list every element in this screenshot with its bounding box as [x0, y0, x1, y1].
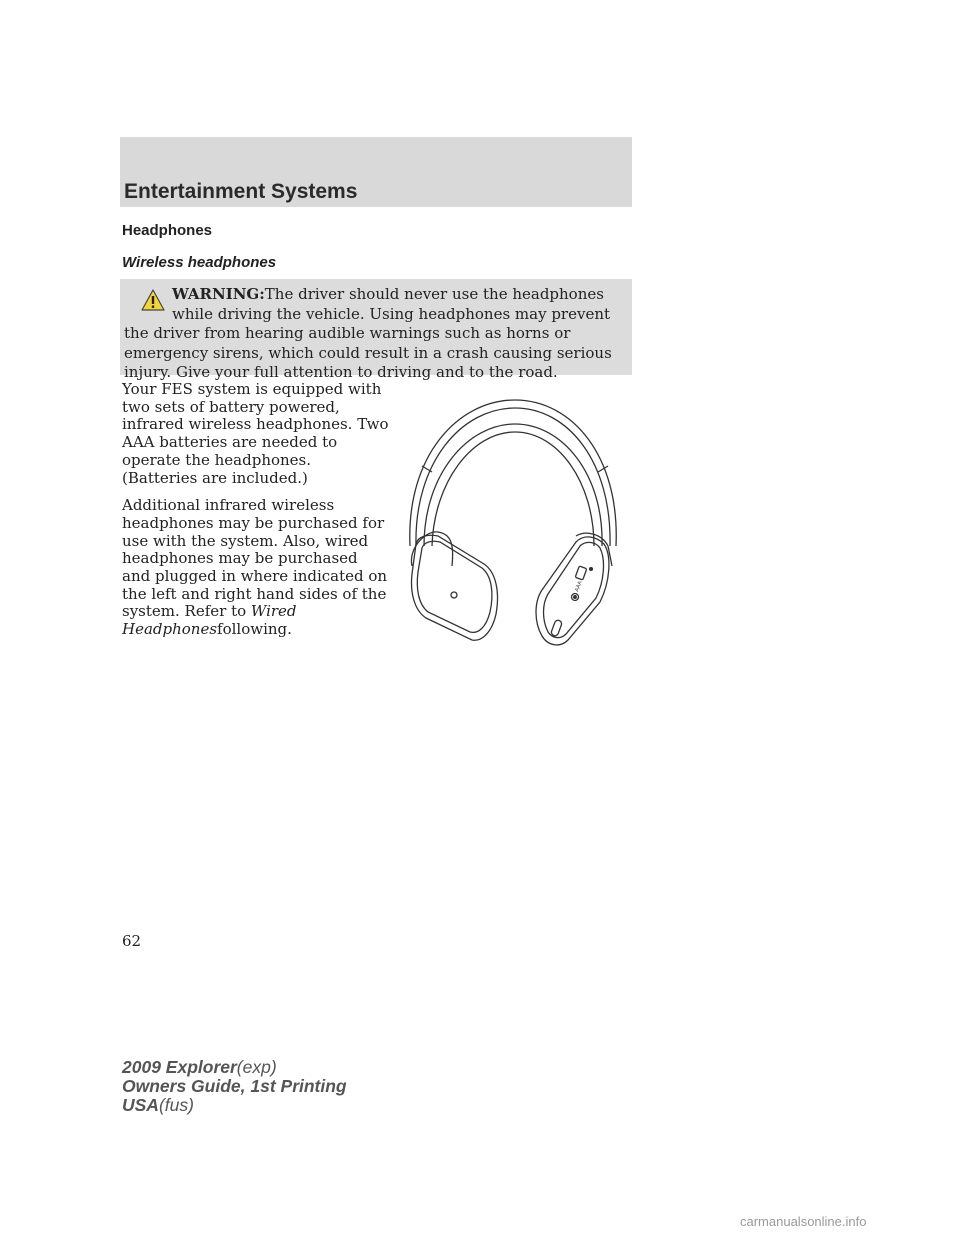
footer-model: 2009 Explorer [122, 1057, 237, 1077]
battery-label: AAA [574, 580, 584, 593]
subsection-heading: Wireless headphones [122, 254, 277, 271]
body-column [122, 381, 390, 649]
footer-market: USA [122, 1095, 159, 1115]
paragraph-2-text: Additional infrared wireless headphones may be purchased for use with the system. Also, wired headphones may be purchased and plugged in where indicated on the left and right hand sides of the system. Refer to [122, 496, 388, 621]
footer-line-3 [122, 1096, 347, 1115]
page-title: Entertainment Systems [124, 180, 358, 203]
footer-model-code: (exp) [236, 1057, 277, 1077]
warning-label: WARNING: [172, 285, 265, 303]
watermark: carmanualsonline.info [740, 1214, 867, 1229]
footer-guide: Owners Guide, 1st Printing [122, 1076, 347, 1096]
paragraph-2-tail: following. [217, 620, 292, 639]
section-heading: Headphones [122, 222, 213, 239]
page-number: 62 [122, 932, 142, 950]
footer-line-1 [122, 1058, 347, 1077]
cross-reference-link: Wired Headphones [122, 602, 297, 639]
paragraph-1: Your FES system is equipped with two sets of battery powered, infrared wireless headphones. Two AAA batteries are needed to operate the headphones. (Batteries are included.) [122, 380, 389, 487]
paragraph-2 [122, 497, 390, 639]
headphones-illustration [398, 396, 628, 650]
footer-market-code: (fus) [158, 1095, 194, 1115]
warning-text-block [124, 285, 624, 383]
warning-body: The driver should never use the headphones while driving the vehicle. Using headphones may prevent the driver from hearing audible warnings such as horns or emergency sirens, which could result in a crash causing serious injury. Give your full attention to driving and to the road. [124, 285, 612, 381]
footer [122, 1058, 347, 1115]
